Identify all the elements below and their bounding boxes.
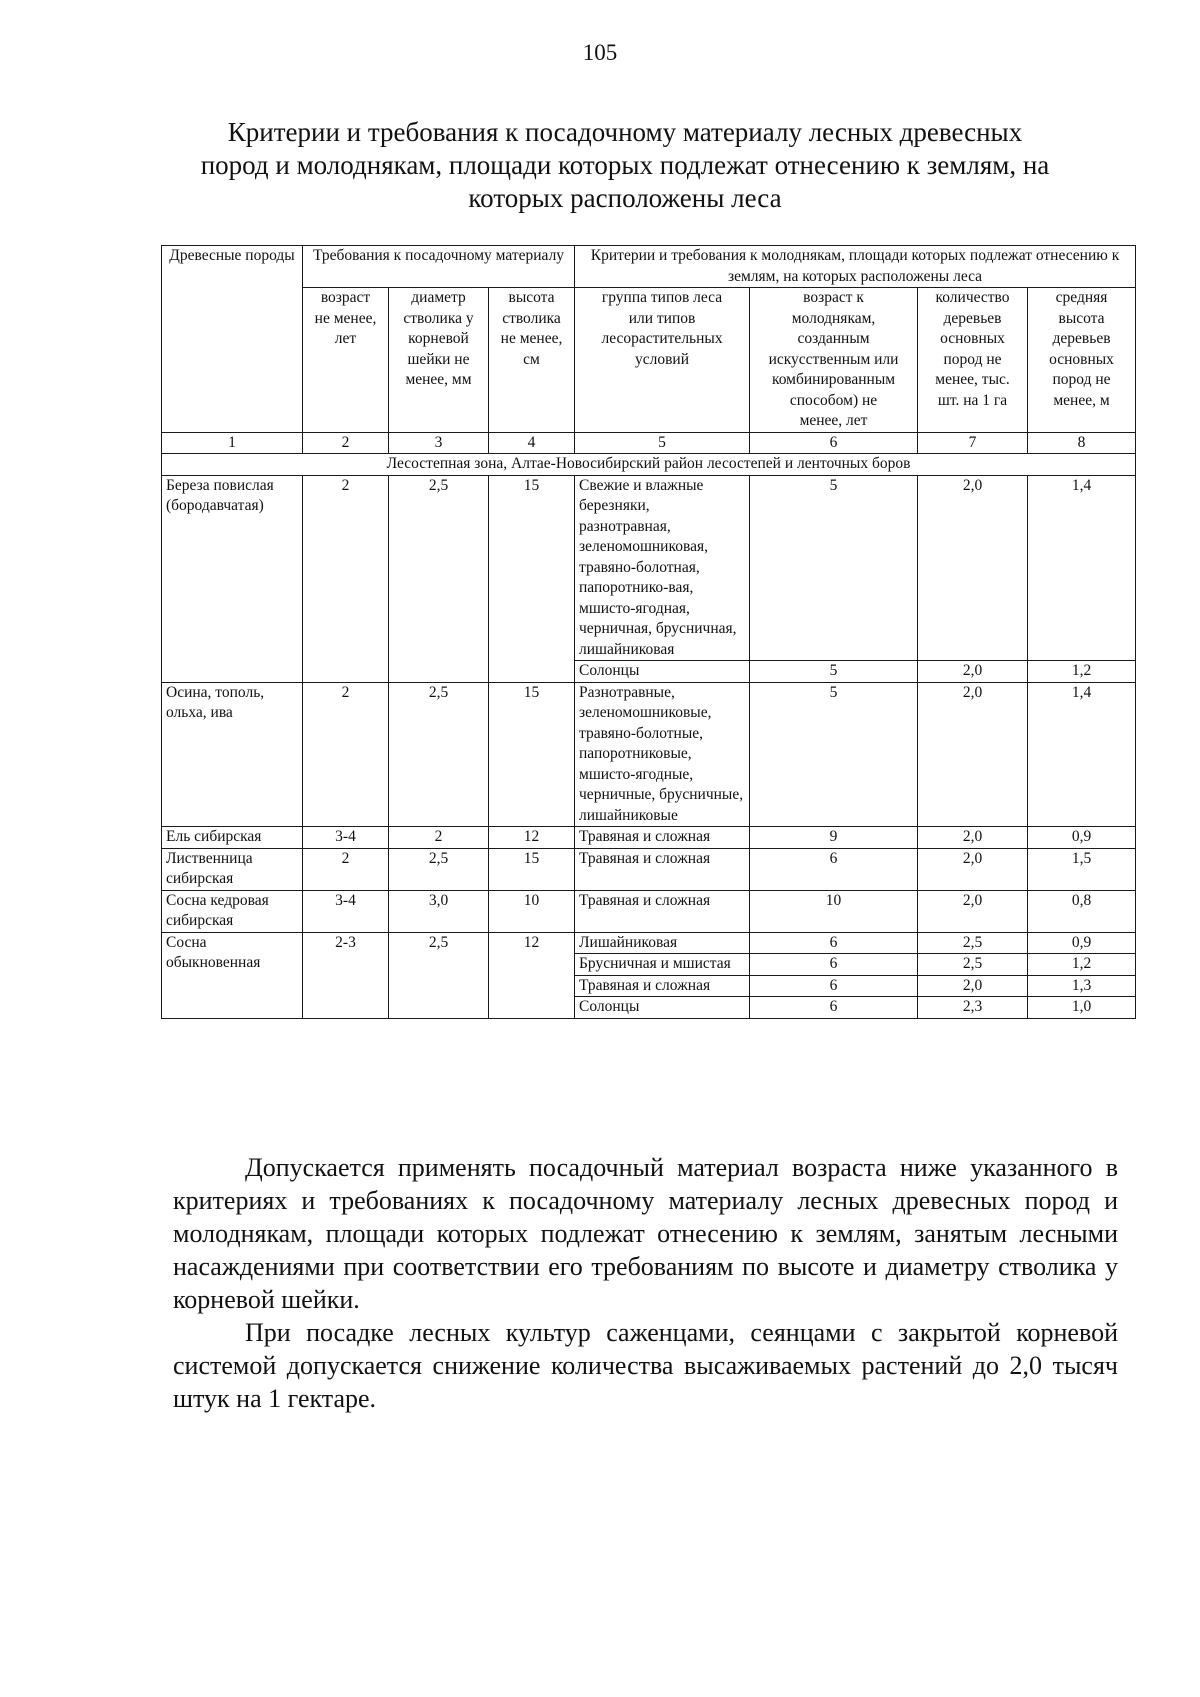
species-cell: Лиственница сибирская (162, 848, 303, 890)
header-col-2: возраст не менее, лет (303, 288, 389, 433)
tree-height-cell: 1,4 (1028, 682, 1136, 827)
forest-type-cell: Травяная и сложная (575, 890, 750, 932)
forest-type-cell: Свежие и влажные березняки, разнотравная, зеленомошниковая, травяно-болотная, папоротнико-вая, мшисто-ягодная, черничная, брусничная, лишайниковая (575, 475, 750, 661)
column-number: 1 (162, 432, 303, 454)
tree-height-cell: 1,2 (1028, 661, 1136, 683)
column-number: 4 (489, 432, 575, 454)
material-height-cell: 12 (489, 827, 575, 849)
species-cell: Ель сибирская (162, 827, 303, 849)
material-height-cell: 15 (489, 475, 575, 682)
column-number: 7 (918, 432, 1028, 454)
tree-height-cell: 0,9 (1028, 932, 1136, 954)
table-row (162, 475, 1136, 661)
material-height-cell: 15 (489, 848, 575, 890)
material-diameter-cell: 3,0 (389, 890, 489, 932)
table-row (162, 827, 1136, 849)
young-age-cell: 5 (750, 661, 918, 683)
table-row (162, 848, 1136, 890)
material-age-cell: 2 (303, 475, 389, 682)
young-age-cell: 6 (750, 848, 918, 890)
tree-height-cell: 1,0 (1028, 997, 1136, 1019)
tree-height-cell: 1,4 (1028, 475, 1136, 661)
table-row (162, 890, 1136, 932)
body-paragraph: При посадке лесных культур саженцами, сеянцами с закрытой корневой системой допускается снижение количества высаживаемых растений до 2,0 тысяч штук на 1 гектаре. (173, 1318, 1118, 1413)
column-number: 2 (303, 432, 389, 454)
tree-count-cell: 2,0 (918, 848, 1028, 890)
tree-count-cell: 2,0 (918, 975, 1028, 997)
header-col-5: группа типов леса или типов лесорастительных условий (575, 288, 750, 433)
header-young-group: Критерии и требования к молоднякам, площади которых подлежат отнесению к землям, на которых расположены леса (575, 246, 1136, 288)
tree-count-cell: 2,5 (918, 954, 1028, 976)
young-age-cell: 10 (750, 890, 918, 932)
table-row (162, 932, 1136, 954)
forest-type-cell: Травяная и сложная (575, 975, 750, 997)
table-header-row (162, 288, 1136, 433)
species-cell: Осина, тополь, ольха, ива (162, 682, 303, 827)
header-col-3: диаметр стволика у корневой шейки не менее, мм (389, 288, 489, 433)
material-age-cell: 2-3 (303, 932, 389, 1018)
page-title (160, 116, 1090, 215)
tree-count-cell: 2,0 (918, 827, 1028, 849)
zone-heading: Лесостепная зона, Алтае-Новосибирский район лесостепей и ленточных боров (162, 454, 1136, 476)
material-height-cell: 12 (489, 932, 575, 1018)
young-age-cell: 5 (750, 682, 918, 827)
title-line: пород и молоднякам, площади которых подлежат отнесению к землям, на (200, 150, 1050, 180)
young-age-cell: 6 (750, 997, 918, 1019)
material-age-cell: 3-4 (303, 890, 389, 932)
body-paragraph: Допускается применять посадочный материал возраста ниже указанного в критериях и требованиях к посадочному материалу лесных древесных пород и молоднякам, площади которых подлежат отнесению к землям, занятым лесными насаждениями при соответствии его требованиям по высоте и диаметру стволика у корневой шейки. (173, 1153, 1118, 1314)
material-age-cell: 2 (303, 848, 389, 890)
tree-count-cell: 2,0 (918, 661, 1028, 683)
material-diameter-cell: 2,5 (389, 682, 489, 827)
forest-type-cell: Солонцы (575, 997, 750, 1019)
young-age-cell: 5 (750, 475, 918, 661)
forest-type-cell: Солонцы (575, 661, 750, 683)
tree-count-cell: 2,0 (918, 890, 1028, 932)
tree-count-cell: 2,3 (918, 997, 1028, 1019)
material-diameter-cell: 2,5 (389, 932, 489, 1018)
header-col-6: возраст к молоднякам, созданным искусственным или комбинированным способом) не менее, лет (750, 288, 918, 433)
tree-height-cell: 0,8 (1028, 890, 1136, 932)
tree-height-cell: 1,5 (1028, 848, 1136, 890)
species-cell: Береза повислая (бородавчатая) (162, 475, 303, 682)
column-number-row (162, 432, 1136, 454)
criteria-table (161, 245, 1136, 1019)
title-line: которых расположены леса (468, 183, 782, 213)
tree-height-cell: 1,2 (1028, 954, 1136, 976)
species-cell: Сосна обыкновенная (162, 932, 303, 1018)
zone-row (162, 454, 1136, 476)
column-number: 6 (750, 432, 918, 454)
material-diameter-cell: 2,5 (389, 848, 489, 890)
species-cell: Сосна кедровая сибирская (162, 890, 303, 932)
title-line: Критерии и требования к посадочному материалу лесных древесных (227, 117, 1023, 147)
page-number: 105 (582, 40, 618, 65)
column-number: 5 (575, 432, 750, 454)
header-material-group: Требования к посадочному материалу (303, 246, 575, 288)
column-number: 3 (389, 432, 489, 454)
material-diameter-cell: 2 (389, 827, 489, 849)
table-row (162, 682, 1136, 827)
tree-height-cell: 1,3 (1028, 975, 1136, 997)
tree-count-cell: 2,0 (918, 475, 1028, 661)
forest-type-cell: Травяная и сложная (575, 827, 750, 849)
header-col-7: количество деревьев основных пород не менее, тыс. шт. на 1 га (918, 288, 1028, 433)
forest-type-cell: Травяная и сложная (575, 848, 750, 890)
young-age-cell: 9 (750, 827, 918, 849)
header-col-4: высота стволика не менее, см (489, 288, 575, 433)
forest-type-cell: Лишайниковая (575, 932, 750, 954)
young-age-cell: 6 (750, 932, 918, 954)
header-species: Древесные породы (162, 246, 303, 433)
table-header-row (162, 246, 1136, 288)
material-height-cell: 10 (489, 890, 575, 932)
forest-type-cell: Брусничная и мшистая (575, 954, 750, 976)
column-number: 8 (1028, 432, 1136, 454)
header-col-8: средняя высота деревьев основных пород не менее, м (1028, 288, 1136, 433)
forest-type-cell: Разнотравные, зеленомошниковые, травяно-болотные, папоротниковые, мшисто-ягодные, черничные, брусничные, лишайниковые (575, 682, 750, 827)
young-age-cell: 6 (750, 954, 918, 976)
tree-count-cell: 2,0 (918, 682, 1028, 827)
young-age-cell: 6 (750, 975, 918, 997)
material-diameter-cell: 2,5 (389, 475, 489, 682)
tree-count-cell: 2,5 (918, 932, 1028, 954)
material-age-cell: 2 (303, 682, 389, 827)
tree-height-cell: 0,9 (1028, 827, 1136, 849)
material-height-cell: 15 (489, 682, 575, 827)
material-age-cell: 3-4 (303, 827, 389, 849)
